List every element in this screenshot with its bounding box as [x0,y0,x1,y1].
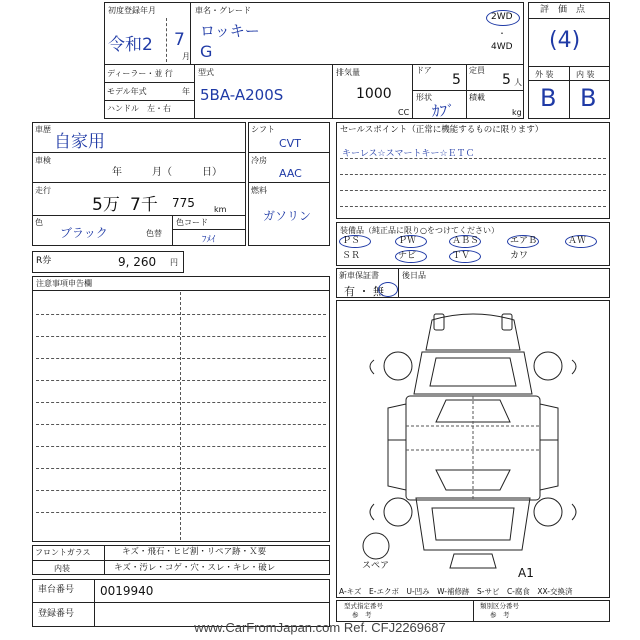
equipment-item: ＰＷ [398,236,417,246]
dealer-label: ディーラー・並 行 [107,69,173,78]
note-line [36,424,326,425]
type-label: 型式 [198,68,214,77]
warranty-circle [378,282,398,297]
divider [172,215,173,246]
divider [104,100,194,101]
displacement-value: 1000 [356,86,392,102]
new-warranty-label: 新車保証書 [339,271,379,280]
interior-condition-text: キズ・汚レ・コゲ・穴・スレ・キレ・破レ [114,563,276,573]
type-value: 5BA-A200S [200,86,284,104]
color-code-value: ﾌﾒｲ [202,235,216,245]
divider [466,64,467,119]
shape-value: ｶﾌﾞ [432,102,455,120]
sales-line [340,158,606,159]
cert-label-2: 類別区分番号 [480,602,519,610]
equipment-item: エアＢ [510,236,538,246]
recycle-label: R券 [36,256,52,266]
mileage-rest: 775 [172,196,195,210]
cert-label-1: 型式指定番号 [344,602,383,610]
shift-value: CVT [279,137,301,150]
divider [32,215,246,216]
score-title: 評 価 点 [540,5,586,15]
interior-label: 内 装 [576,70,595,79]
car-name-label: 車名・グレード [195,6,251,15]
sales-point-line: キーレス☆スマートキー☆ＥＴＣ [342,149,475,159]
sales-point-label: セールスポイント（正常に機能するものに限ります） [340,125,544,135]
exterior-label: 外 装 [535,70,554,79]
inspection-fields: 年 月（ 日） [112,167,222,178]
equipment-item: ＡＷ [568,236,587,246]
sales-point-box [336,122,610,219]
note-line [36,380,326,381]
interior-condition-label: 内装 [54,564,70,573]
color-change-label: 色替 [146,229,162,238]
drive-4wd-label: 4WD [491,42,513,52]
shape-label: 形状 [416,93,432,102]
capacity-label: 定員 [469,66,485,75]
color-code-label: 色コード [176,218,208,227]
divider [32,182,246,183]
recycle-box [32,251,184,273]
divider [473,600,474,622]
fuel-value: ガソリン [263,209,312,223]
capacity-value: 5 [502,72,511,88]
note-line [36,336,326,337]
divider [172,229,246,230]
drive-separator: ・ [498,29,506,38]
color-label: 色 [35,218,43,227]
equipment-item: ＳＲ [342,251,361,261]
front-glass-text: キズ・飛石・ヒビ割・リペア跡・Ｘ要 [122,547,267,557]
divider [32,152,246,153]
spare-tire-label: スペア [362,561,390,571]
cc-unit: CC [398,108,410,117]
equipment-item: ナビ [398,251,417,261]
handle-label: ハンドル 左・右 [107,104,171,113]
sales-line [340,190,606,191]
divider [104,82,194,83]
registration-label: 登録番号 [38,609,75,619]
equipment-item: ＡＢＳ [452,236,480,246]
interior-score: B [580,84,597,112]
km-unit: km [214,205,227,214]
note-line [36,446,326,447]
exterior-score: B [540,84,557,112]
notes-label: 注意事項申告欄 [36,279,92,288]
load-label: 積載 [469,93,485,102]
era-value: 令和2 [108,35,153,55]
divider [104,545,105,575]
month-unit: 月 [182,52,190,61]
fuel-label: 燃料 [251,186,267,195]
ac-label: 冷房 [251,156,267,165]
first-reg-label: 初度登録年月 [108,6,156,15]
recycle-value: 9, 260 [118,255,157,269]
note-line [36,490,326,491]
chassis-label: 車台番号 [38,585,75,595]
displacement-label: 排気量 [336,68,360,77]
divider [32,602,330,603]
cert-ref-2: 参 考 [490,611,510,619]
cert-ref-1: 参 考 [352,611,372,619]
divider [412,90,524,91]
notes-box [32,276,330,542]
note-line [36,512,326,513]
divider [194,64,195,119]
chassis-value: 0019940 [100,584,154,598]
mileage-label: 走行 [35,186,51,195]
divider [32,560,330,561]
door-value: 5 [452,72,461,88]
divider [32,290,330,291]
model-year-unit: 年 [182,87,190,96]
grade-value: G [200,42,213,61]
kg-unit: kg [512,108,522,117]
note-line [36,314,326,315]
divider [412,64,413,119]
ac-value: AAC [279,167,302,180]
history-value: 自家用 [54,132,105,152]
divider [248,152,330,153]
shift-label: シフト [251,125,275,134]
mileage-man: 5万 [92,195,120,215]
divider [180,292,181,540]
car-name-value: ロッキー [200,22,260,40]
door-label: ドア [416,66,432,75]
history-label: 車歴 [35,125,51,134]
divider [248,182,330,183]
header-box [104,2,524,119]
divider [398,268,399,298]
yen-unit: 円 [170,258,178,267]
note-line [36,468,326,469]
watermark: www.CarFromJapan.com Ref. CFJ2269687 [194,620,446,635]
person-unit: 人 [514,78,522,87]
divider [166,18,167,62]
divider [569,66,570,119]
drive-2wd-label: 2WD [491,12,513,22]
inspection-label: 車検 [35,156,51,165]
sales-line [340,206,606,207]
damage-legend: A-キズ E-エクボ U-凹み W-補修跡 S-サビ C-腐食 XX-交換済 [339,587,573,596]
equipment-item: ＰＳ [342,236,361,246]
score-value: (4) [549,28,581,53]
damage-mark: A1 [518,566,534,580]
later-items-label: 後日品 [402,271,426,280]
mileage-sen: 7千 [130,195,158,215]
model-year-label: モデル年式 [107,87,147,96]
color-value: ブラック [60,226,108,240]
divider [190,2,191,64]
month-value: 7 [174,30,185,50]
equipment-item: カワ [510,251,529,261]
divider [528,18,610,19]
equipment-label: 装備品（純正品に限り○をつけてください） [340,226,499,235]
equipment-item: ＴＶ [452,251,471,261]
divider [104,64,524,65]
sales-line [340,174,606,175]
front-glass-label: フロントガラス [35,548,91,557]
note-line [36,358,326,359]
car-body-diagram [336,300,610,598]
divider [332,64,333,119]
new-warranty-value: 有 ・ 無 [344,285,384,298]
note-line [36,402,326,403]
